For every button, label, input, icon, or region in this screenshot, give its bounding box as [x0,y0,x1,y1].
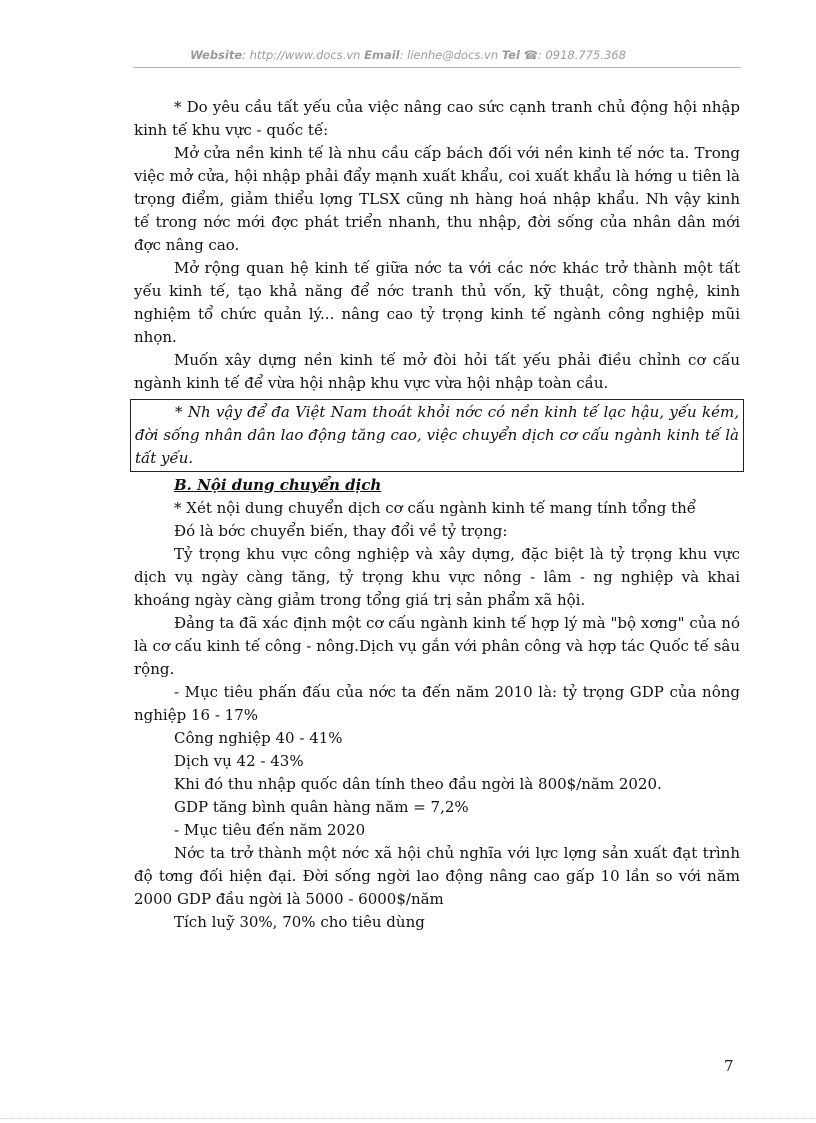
email-label: Email [364,48,400,62]
paragraph: Tỷ trọng khu vực công nghiệp và xây dựng, đặc biệt là tỷ trọng khu vực dịch vụ ngày càng tăng, tỷ trọng khu vực nông - lâm - ng nghiệp và khai khoáng ngày càng giảm trong tổng giá trị sản phẩm xã hội. [134,545,740,609]
paragraph: Đó là bớc chuyển biến, thay đổi về tỷ trọng: [174,522,508,540]
paragraph: Dịch vụ 42 - 43% [174,752,304,770]
paragraph: Mở rộng quan hệ kinh tế giữa nớc ta với các nớc khác trở thành một tất yếu kinh tế, tạo khả năng để nớc tranh thủ vốn, kỹ thuật, công nghệ, kinh nghiệm tổ chức quản lý... nâng cao tỷ trọng kinh tế ngành công nghiệp mũi nhọn. [134,259,740,346]
paragraph: Tích luỹ 30%, 70% cho tiêu dùng [174,913,425,931]
conclusion-box [130,399,744,472]
page-number: 7 [724,1057,734,1075]
paragraph: Mở cửa nền kinh tế là nhu cầu cấp bách đối với nền kinh tế nớc ta. Trong việc mở cửa, hội nhập phải đẩy mạnh xuất khẩu, coi xuất khẩu là hớng u tiên là trọng điểm, giảm thiểu lợng TLSX cũng nh hàng hoá nhập khẩu. Nh vậy kinh tế trong nớc mới đợc phát triển nhanh, thu nhập, đời sống của nhân dân mới đợc nâng cao. [134,144,740,254]
paragraph: Đảng ta đã xác định một cơ cấu ngành kinh tế hợp lý mà "bộ xơng" của nó là cơ cấu kinh tế công - nông.Dịch vụ gắn với phân công và hợp tác Quốc tế sâu rộng. [134,614,740,678]
website-url[interactable]: : http://www.docs.vn [242,48,361,62]
paragraph: * Do yêu cầu tất yếu của việc nâng cao sức cạnh tranh chủ động hội nhập kinh tế khu vực - quốc tế: [134,98,740,139]
paragraph: Muốn xây dựng nền kinh tế mở đòi hỏi tất yếu phải điều chỉnh cơ cấu ngành kinh tế để vừa hội nhập khu vực vừa hội nhập toàn cầu. [134,351,740,392]
phone-icon: ☎ [523,48,538,62]
document-body [134,96,740,934]
footer-divider [0,1118,816,1119]
header-divider [133,67,741,68]
paragraph: Khi đó thu nhập quốc dân tính theo đầu ngời là 800$/năm 2020. [174,775,662,793]
page-header [0,48,816,62]
paragraph: Nớc ta trở thành một nớc xã hội chủ nghĩa với lực lợng sản xuất đạt trình độ tơng đối hiện đại. Đời sống ngời lao động nâng cao gấp 10 lần so với năm 2000 GDP đầu ngời là 5000 - 6000$/năm [134,844,740,908]
tel-number: : 0918.775.368 [537,48,626,62]
paragraph: - Mục tiêu phấn đấu của nớc ta đến năm 2010 là: tỷ trọng GDP của nông nghiệp 16 - 17% [134,683,740,724]
paragraph: - Mục tiêu đến năm 2020 [174,821,366,839]
website-label: Website [190,48,243,62]
section-heading: B. Nội dung chuyển dịch [174,476,382,494]
paragraph: Công nghiệp 40 - 41% [174,729,343,747]
conclusion-text: * Nh vậy để đa Việt Nam thoát khỏi nớc có nền kinh tế lạc hậu, yếu kém, đời sống nhân dân lao động tăng cao, việc chuyển dịch cơ cấu ngành kinh tế là tất yếu. [135,403,739,467]
paragraph: * Xét nội dung chuyển dịch cơ cấu ngành kinh tế mang tính tổng thể [174,499,697,517]
tel-label: Tel [501,48,520,62]
email-address[interactable]: : lienhe@docs.vn [399,48,499,62]
paragraph: GDP tăng bình quân hàng năm = 7,2% [174,798,469,816]
